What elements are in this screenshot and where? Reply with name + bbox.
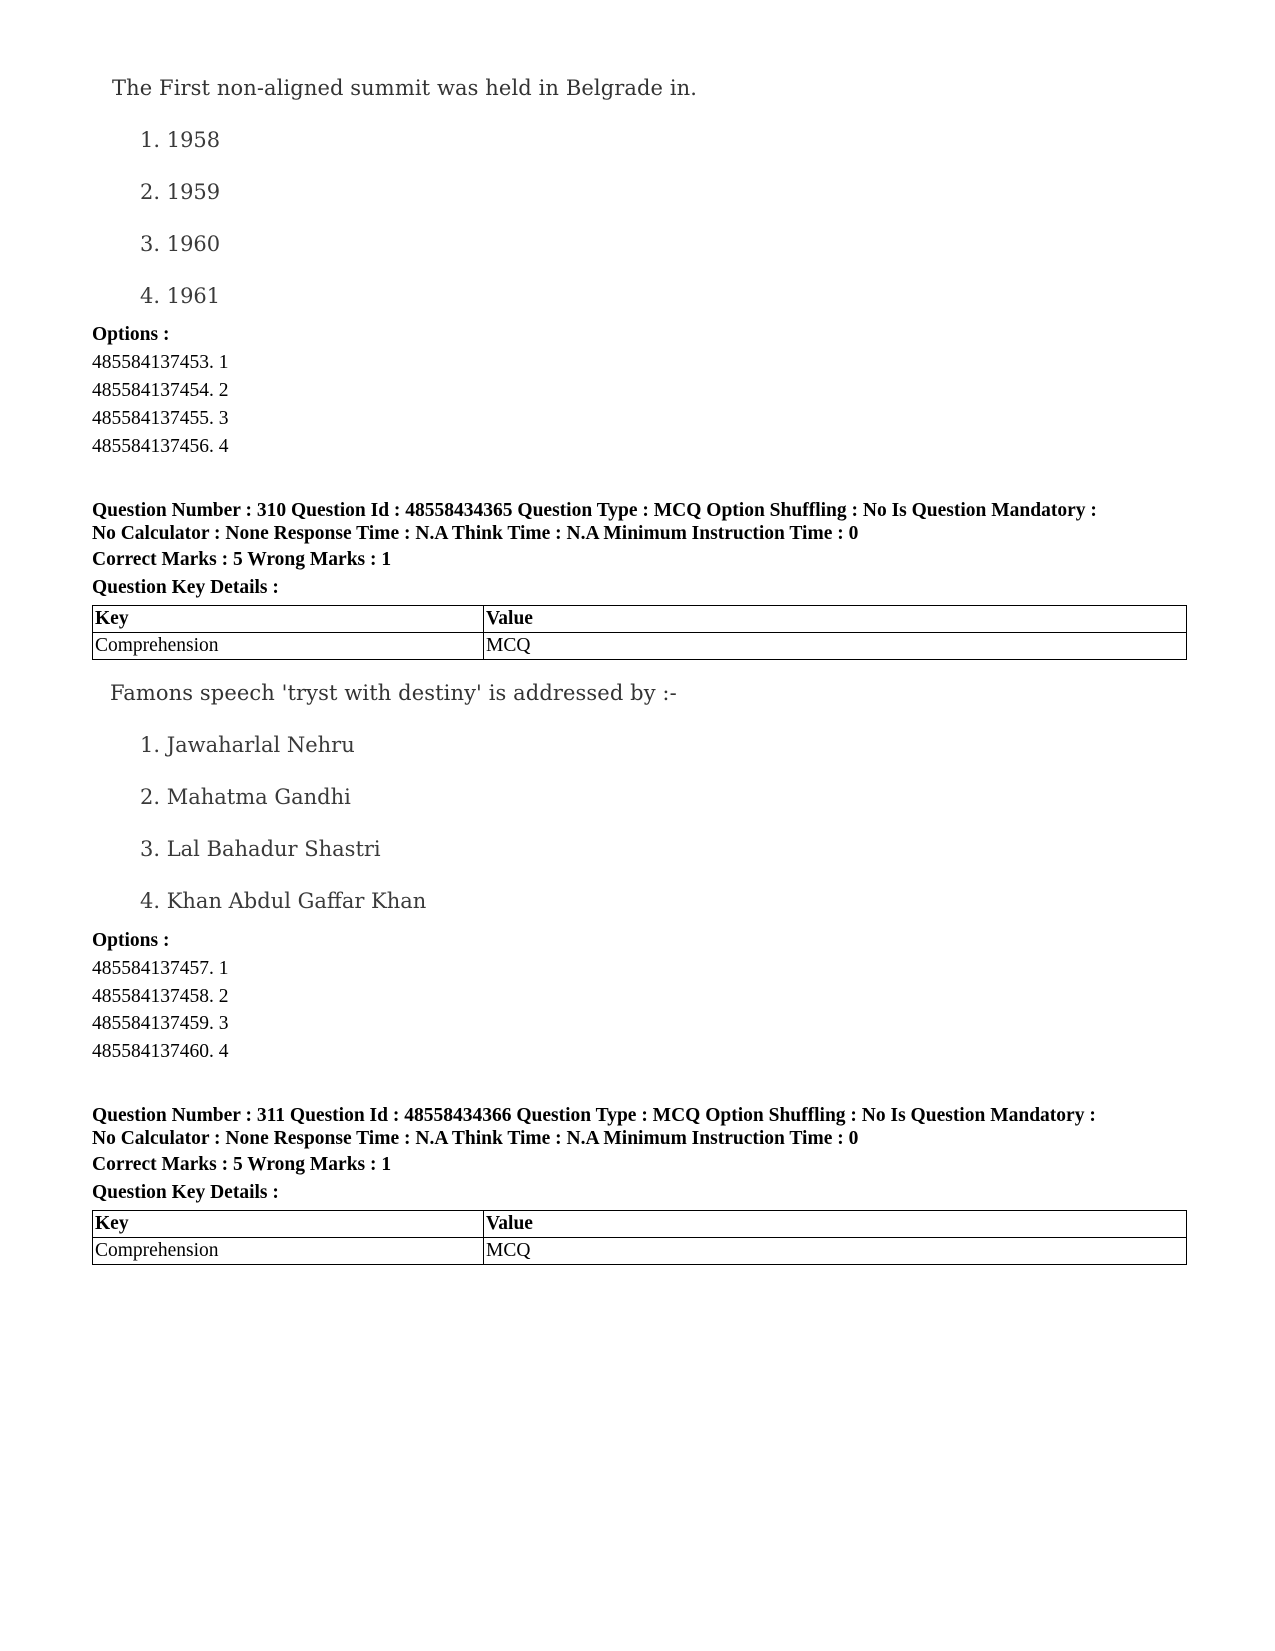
options-label: Options : bbox=[92, 324, 170, 345]
table-row bbox=[93, 633, 1187, 660]
question-310-meta-line-2: No Calculator : None Response Time : N.A Think Time : N.A Minimum Instruction Time : 0 bbox=[92, 523, 859, 544]
question-309-choice-3: 3. 1960 bbox=[140, 232, 221, 256]
table-cell-value: MCQ bbox=[484, 633, 1187, 660]
question-310-meta-line-1: Question Number : 310 Question Id : 48558434365 Question Type : MCQ Option Shuffling : No Is Question Mandatory : bbox=[92, 500, 1097, 521]
table-header-row bbox=[93, 1211, 1187, 1238]
question-311-meta-line-2: No Calculator : None Response Time : N.A Think Time : N.A Minimum Instruction Time : 0 bbox=[92, 1128, 859, 1149]
table-cell-key: Comprehension bbox=[93, 1238, 484, 1265]
question-310-choice-1: 1. Jawaharlal Nehru bbox=[140, 733, 355, 757]
option-id-line: 485584137454. 2 bbox=[92, 380, 229, 401]
question-310-marks: Correct Marks : 5 Wrong Marks : 1 bbox=[92, 549, 392, 570]
option-id-line: 485584137456. 4 bbox=[92, 436, 229, 457]
question-311-meta bbox=[92, 1104, 1192, 1150]
question-311-key-table bbox=[92, 1210, 1187, 1265]
option-id-line: 485584137459. 3 bbox=[92, 1013, 229, 1034]
question-310-meta bbox=[92, 499, 1192, 545]
question-311-meta-line-1: Question Number : 311 Question Id : 48558434366 Question Type : MCQ Option Shuffling : No Is Question Mandatory : bbox=[92, 1105, 1096, 1126]
question-309-choice-4: 4. 1961 bbox=[140, 284, 221, 308]
option-id-line: 485584137458. 2 bbox=[92, 986, 229, 1007]
table-cell-value: MCQ bbox=[484, 1238, 1187, 1265]
table-header-value: Value bbox=[484, 606, 1187, 633]
question-310-choice-2: 2. Mahatma Gandhi bbox=[140, 785, 351, 809]
option-id-line: 485584137457. 1 bbox=[92, 958, 229, 979]
question-309-text: The First non-aligned summit was held in Belgrade in. bbox=[112, 76, 698, 100]
question-309-choice-2: 2. 1959 bbox=[140, 180, 221, 204]
table-header-key: Key bbox=[93, 1211, 484, 1238]
table-cell-key: Comprehension bbox=[93, 633, 484, 660]
question-310-key-details-label: Question Key Details : bbox=[92, 577, 279, 598]
options-label: Options : bbox=[92, 930, 170, 951]
option-id-line: 485584137460. 4 bbox=[92, 1041, 229, 1062]
question-311-marks: Correct Marks : 5 Wrong Marks : 1 bbox=[92, 1154, 392, 1175]
question-311-key-details-label: Question Key Details : bbox=[92, 1182, 279, 1203]
question-310-choice-4: 4. Khan Abdul Gaffar Khan bbox=[140, 889, 427, 913]
question-309-choice-1: 1. 1958 bbox=[140, 128, 221, 152]
option-id-line: 485584137455. 3 bbox=[92, 408, 229, 429]
table-header-value: Value bbox=[484, 1211, 1187, 1238]
table-row bbox=[93, 1238, 1187, 1265]
question-310-text: Famons speech 'tryst with destiny' is addressed by :- bbox=[110, 681, 677, 705]
table-header-row bbox=[93, 606, 1187, 633]
table-header-key: Key bbox=[93, 606, 484, 633]
option-id-line: 485584137453. 1 bbox=[92, 352, 229, 373]
question-310-key-table bbox=[92, 605, 1187, 660]
question-310-choice-3: 3. Lal Bahadur Shastri bbox=[140, 837, 381, 861]
